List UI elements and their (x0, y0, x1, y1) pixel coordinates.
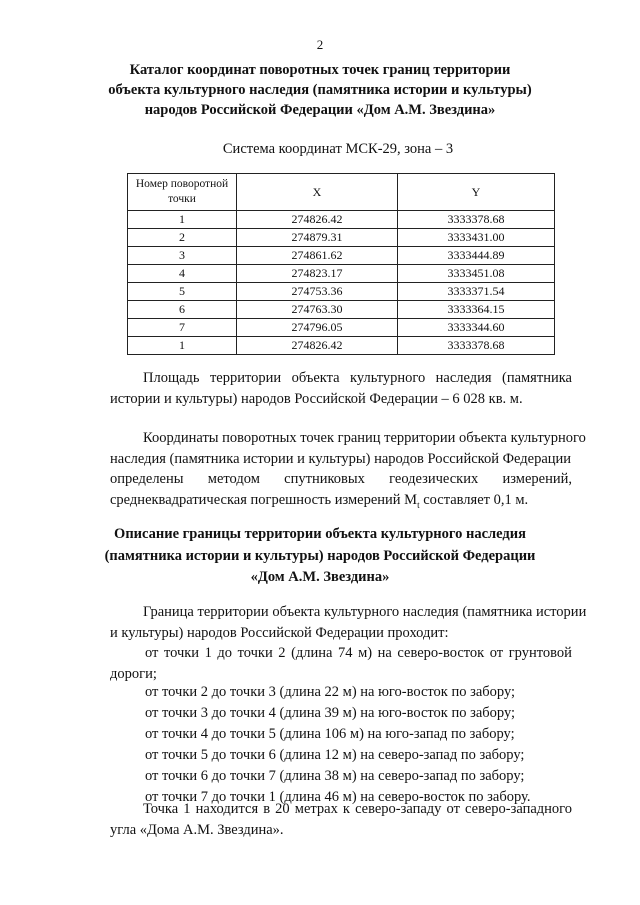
word: геодезических (389, 471, 479, 487)
word: 74 (338, 645, 353, 661)
cell-y: 3333378.68 (398, 211, 555, 229)
word: наследия (435, 370, 492, 386)
description-title-line: «Дом А.М. Звездина» (250, 569, 390, 585)
accuracy-line-1: Координаты поворотных точек границ территории объекта культурного (143, 430, 586, 446)
cell-x: 274826.42 (237, 211, 398, 229)
word: определены (110, 471, 184, 487)
area-line-1 (110, 368, 572, 389)
catalog-title-line: народов Российской Федерации «Дом А.М. Звездина» (144, 102, 496, 118)
route-segment: от точки 2 до точки 3 (длина 22 м) на юго-восток по забору; (145, 684, 516, 700)
accuracy-line-3 (110, 469, 572, 490)
accuracy-paragraph (110, 428, 586, 515)
table-row (128, 319, 555, 337)
coordinates-table (127, 173, 555, 355)
word: от (446, 801, 460, 817)
route-segment: от точки 5 до точки 6 (длина 12 м) на северо-запад по забору; (145, 747, 525, 763)
word: территории (209, 370, 282, 386)
description-title (100, 524, 540, 589)
word: 1 (183, 801, 191, 817)
table-row (128, 337, 555, 355)
word: культурного (350, 370, 426, 386)
word: северо-западного (465, 801, 572, 817)
word: грунтовой (508, 645, 572, 661)
word: от (489, 645, 504, 661)
cell-point: 1 (128, 337, 237, 355)
table-header-row (128, 174, 555, 211)
subscript: t (417, 499, 420, 510)
word: точки (237, 645, 273, 661)
cell-x: 274753.36 (237, 283, 398, 301)
table-row (128, 247, 555, 265)
header-point-number: Номер поворотной точки (128, 174, 237, 211)
boundary-intro (110, 602, 587, 643)
route-first-line-1 (110, 643, 572, 664)
cell-point: 3 (128, 247, 237, 265)
word: м) (358, 645, 373, 661)
cell-x: 274861.62 (237, 247, 398, 265)
accuracy-line-4-text: среднеквадратическая погрешность измерений M (110, 491, 418, 508)
accuracy-line-2: наследия (памятника истории и культуры) народов Российской Федерации (110, 450, 572, 467)
word: северо-западу (355, 801, 442, 817)
catalog-title-line: объекта культурного наследия (памятника истории и культуры) (108, 82, 532, 98)
route-segment: от точки 6 до точки 7 (длина 38 м) на северо-запад по забору; (145, 768, 525, 784)
cell-point: 5 (128, 283, 237, 301)
cell-y: 3333364.15 (398, 301, 555, 319)
table-row (128, 265, 555, 283)
cell-point: 4 (128, 265, 237, 283)
word: Точка (143, 801, 179, 817)
word: 1 (204, 645, 212, 661)
accuracy-line-4-tail: составляет 0,1 м. (419, 491, 529, 508)
table-row (128, 283, 555, 301)
boundary-intro-line-1: Граница территории объекта культурного наследия (памятника истории (143, 604, 587, 620)
table-row (128, 301, 555, 319)
boundary-intro-line-2: и культуры) народов Российской Федерации проходит: (110, 624, 449, 641)
cell-x: 274823.17 (237, 265, 398, 283)
cell-x: 274763.30 (237, 301, 398, 319)
closing-line-1 (110, 799, 572, 820)
word: до (217, 645, 233, 661)
word: находится (195, 801, 259, 817)
cell-point: 2 (128, 229, 237, 247)
cell-y: 3333344.60 (398, 319, 555, 337)
word: 20 (275, 801, 290, 817)
area-line-2: истории и культуры) народов Российской Федерации – 6 028 кв. м. (110, 390, 523, 407)
word: точки (163, 645, 200, 661)
accuracy-line-4 (110, 490, 572, 515)
cell-y: 3333444.89 (398, 247, 555, 265)
cell-y: 3333371.54 (398, 283, 555, 301)
word: северо-восток (397, 645, 485, 661)
area-paragraph (110, 368, 572, 409)
closing-line-2: угла «Дома А.М. Звездина». (110, 821, 284, 838)
catalog-title-line: Каталог координат поворотных точек границ территории (129, 62, 511, 78)
word: методом (207, 471, 260, 487)
cell-y: 3333451.08 (398, 265, 555, 283)
route-first (110, 643, 572, 684)
word: измерений, (502, 471, 572, 487)
coordinate-system-label: Система координат МСК-29, зона – 3 (222, 141, 454, 157)
cell-x: 274796.05 (237, 319, 398, 337)
cell-y: 3333431.00 (398, 229, 555, 247)
cell-point: 7 (128, 319, 237, 337)
cell-point: 6 (128, 301, 237, 319)
cell-y: 3333378.68 (398, 337, 555, 355)
header-y: Y (398, 174, 555, 211)
word: Площадь (143, 370, 200, 386)
route-first-line-2: дороги; (110, 665, 157, 682)
word: (памятника (501, 370, 572, 386)
route-segment: от точки 7 до точки 1 (длина 46 м) на северо-восток по забору. (145, 789, 531, 805)
word: метрах (294, 801, 338, 817)
route-segment: от точки 3 до точки 4 (длина 39 м) на юго-восток по забору; (145, 705, 516, 721)
word: от (145, 645, 159, 661)
word: к (342, 801, 350, 817)
word: 2 (278, 645, 286, 661)
route-segment: от точки 4 до точки 5 (длина 106 м) на юго-запад по забору; (145, 726, 515, 742)
cell-x: 274826.42 (237, 337, 398, 355)
table-row (128, 229, 555, 247)
cell-point: 1 (128, 211, 237, 229)
word: (длина (291, 645, 333, 661)
word: спутниковых (284, 471, 365, 487)
cell-x: 274879.31 (237, 229, 398, 247)
word: объекта (291, 370, 340, 386)
page-number: 2 (316, 37, 324, 52)
description-title-line: Описание границы территории объекта культурного наследия (114, 526, 526, 542)
description-title-line: (памятника истории и культуры) народов Российской Федерации (104, 547, 536, 564)
table-row (128, 211, 555, 229)
closing-paragraph (110, 799, 572, 840)
word: на (377, 645, 392, 661)
header-x: X (237, 174, 398, 211)
catalog-title (100, 60, 540, 120)
word: в (263, 801, 271, 817)
